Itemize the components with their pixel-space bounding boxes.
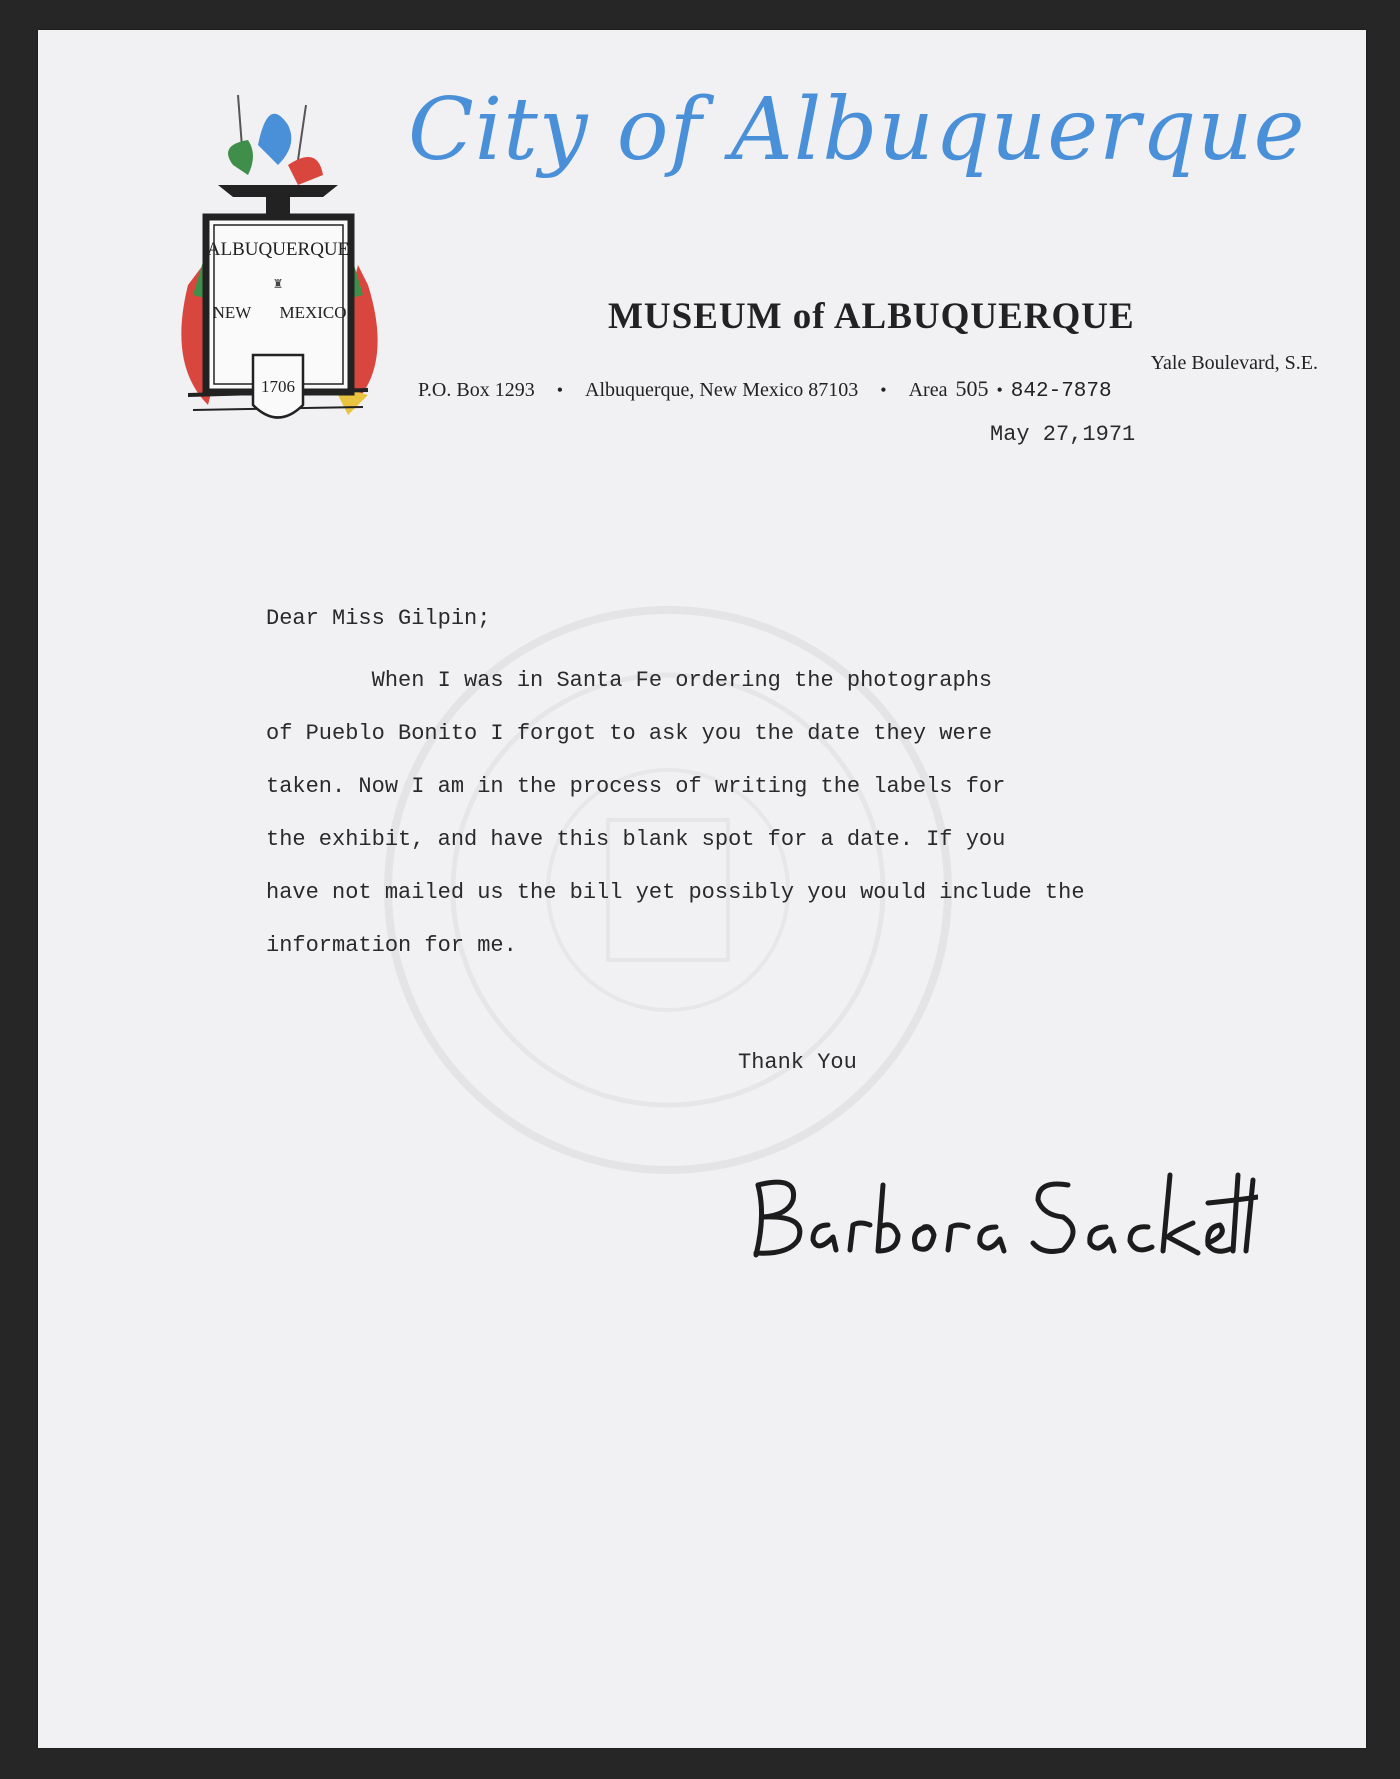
letter-page [38, 30, 1366, 1748]
phone-block [909, 376, 1112, 403]
letter-body [266, 654, 1085, 972]
letter-date: May 27,1971 [990, 422, 1136, 447]
crest-right-text: MEXICO [279, 303, 347, 322]
separator-dot: • [880, 380, 887, 400]
po-box: P.O. Box 1293 [418, 379, 535, 401]
signature-image [738, 1155, 1258, 1265]
phone-number: 842-7878 [1010, 380, 1112, 403]
separator-dot: • [996, 380, 1003, 400]
body-line: of Pueblo Bonito I forgot to ask you the date they were [266, 721, 993, 746]
body-line: When I was in Santa Fe ordering the photographs [266, 668, 993, 693]
body-line: information for me. [266, 933, 517, 958]
city-address: Albuquerque, New Mexico 87103 [585, 379, 859, 401]
salutation: Dear Miss Gilpin; [266, 606, 491, 631]
city-title-script: City of Albuquerque [408, 80, 1306, 180]
crest-top-text: ALBUQUERQUE [206, 239, 350, 260]
address-line [418, 376, 1112, 403]
area-label: Area [908, 379, 948, 401]
separator-dot: • [556, 380, 564, 400]
museum-name: MUSEUM of ALBUQUERQUE [608, 296, 1135, 337]
street-address: Yale Boulevard, S.E. [1150, 352, 1318, 374]
body-line: taken. Now I am in the process of writing the labels for [266, 774, 1006, 799]
area-code: 505 [955, 376, 989, 401]
body-line: have not mailed us the bill yet possibly you would include the [266, 880, 1085, 905]
crest-year: 1706 [261, 377, 295, 396]
closing: Thank You [738, 1050, 857, 1075]
svg-text:♜: ♜ [272, 277, 284, 291]
city-crest-logo [148, 85, 408, 455]
crest-left-text: NEW [212, 303, 252, 322]
body-line: the exhibit, and have this blank spot for a date. If you [266, 827, 1006, 852]
